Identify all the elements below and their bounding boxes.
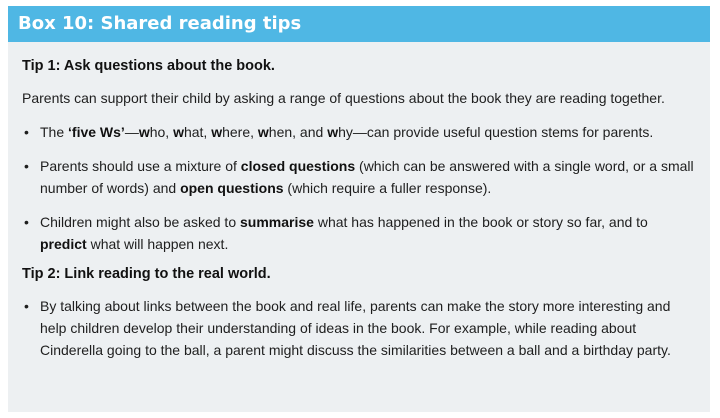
list-text: The (40, 124, 69, 140)
predict-term: predict (40, 236, 87, 252)
w-letter: w (211, 124, 223, 140)
box-title: Box 10: Shared reading tips (8, 6, 710, 42)
list-text: (which can be answered with a single word, or a small number of words) and (40, 158, 694, 196)
w-letter: w (327, 124, 339, 140)
tip1-list (22, 121, 698, 255)
list-text: hat, (183, 124, 212, 140)
list-item (22, 295, 698, 361)
list-text: what will happen next. (86, 236, 229, 252)
list-text: By talking about links between the book and real life, parents can make the story more interesting and help children develop their understanding of ideas in the book. For example, while reading about Cinderella going to the ball, a parent might discuss the similarities between a ball and a birthday party. (40, 298, 671, 358)
list-text: hen, and (268, 124, 328, 140)
tip2-heading: Tip 2: Link reading to the real world. (22, 266, 271, 282)
list-text: hy—can provide useful question stems for parents. (338, 124, 654, 140)
five-ws-term: ‘five Ws’ (68, 124, 125, 140)
summarise-term: summarise (240, 214, 314, 230)
list-text: — (124, 124, 139, 140)
list-text: what has happened in the book or story so far, and to (313, 214, 648, 230)
list-item (22, 155, 698, 199)
closed-questions-term: closed questions (240, 158, 356, 174)
w-letter: w (138, 124, 150, 140)
box-content (8, 58, 710, 361)
open-questions-term: open questions (180, 180, 284, 196)
w-letter: w (173, 124, 184, 140)
bullet-icon: • (24, 214, 29, 230)
list-text: (which require a fuller response). (283, 180, 492, 196)
w-letter: w (257, 124, 269, 140)
list-text: here, (222, 124, 258, 140)
list-text: Children might also be asked to (40, 214, 240, 230)
tip1-intro: Parents can support their child by asking a range of questions about the book they are reading together. (22, 90, 665, 106)
bullet-icon: • (24, 158, 29, 174)
bullet-icon: • (24, 298, 29, 314)
tip1-heading: Tip 1: Ask questions about the book. (22, 58, 275, 74)
tip2-list (22, 295, 698, 361)
bullet-icon: • (24, 124, 29, 140)
tips-box (8, 6, 710, 412)
list-item (22, 211, 698, 255)
list-item (22, 121, 698, 143)
list-text: Parents should use a mixture of (40, 158, 241, 174)
list-text: ho, (149, 124, 174, 140)
